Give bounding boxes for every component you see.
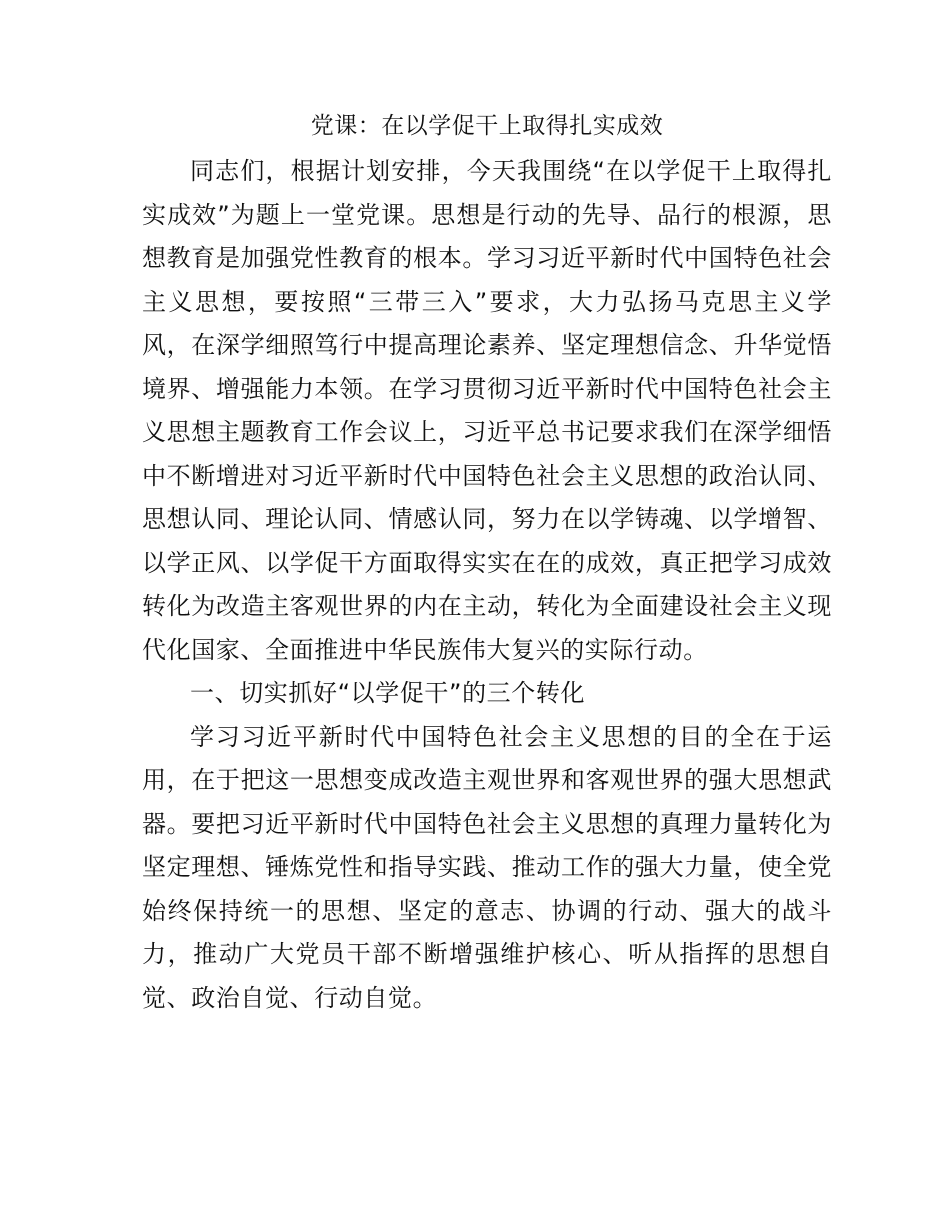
section-heading-1: 一、切实抓好“以学促干”的三个转化 [190,679,586,707]
paragraph-intro: 同志们，根据计划安排，今天我围绕“在以学促干上取得扎实成效”为题上一堂党课。思想是行动的先导、品行的根源，思想教育是加强党性教育的根本。学习习近平新时代中国特色社会主义思想，要按照“三带三入”要求，大力弘扬马克思主义学风，在深学细照笃行中提高理论素养、坚定理想信念、升华觉悟境界、增强能力本领。在学习贯彻习近平新时代中国特色社会主义思想主题教育工作会议上，习近平总书记要求我们在深学细悟中不断增进对习近平新时代中国特色社会主义思想的政治认同、思想认同、理论认同、情感认同，努力在以学铸魂、以学增智、以学正风、以学促干方面取得实实在在的成效，真正把学习成效转化为改造主客观世界的内在主动，转化为全面建设社会主义现代化国家、全面推进中华民族伟大复兴的实际行动。 [142,157,832,664]
paragraph-section-1: 学习习近平新时代中国特色社会主义思想的目的全在于运用，在于把这一思想变成改造主观世界和客观世界的强大思想武器。要把习近平新时代中国特色社会主义思想的真理力量转化为坚定理想、锤炼党性和指导实践、推动工作的强大力量，使全党始终保持统一的思想、坚定的意志、协调的行动、强大的战斗力，推动广大党员干部不断增强维护核心、听从指挥的思想自觉、政治自觉、行动自觉。 [142,722,832,1012]
document-title: 党课：在以学促干上取得扎实成效 [310,113,664,139]
document-page [142,104,832,1020]
